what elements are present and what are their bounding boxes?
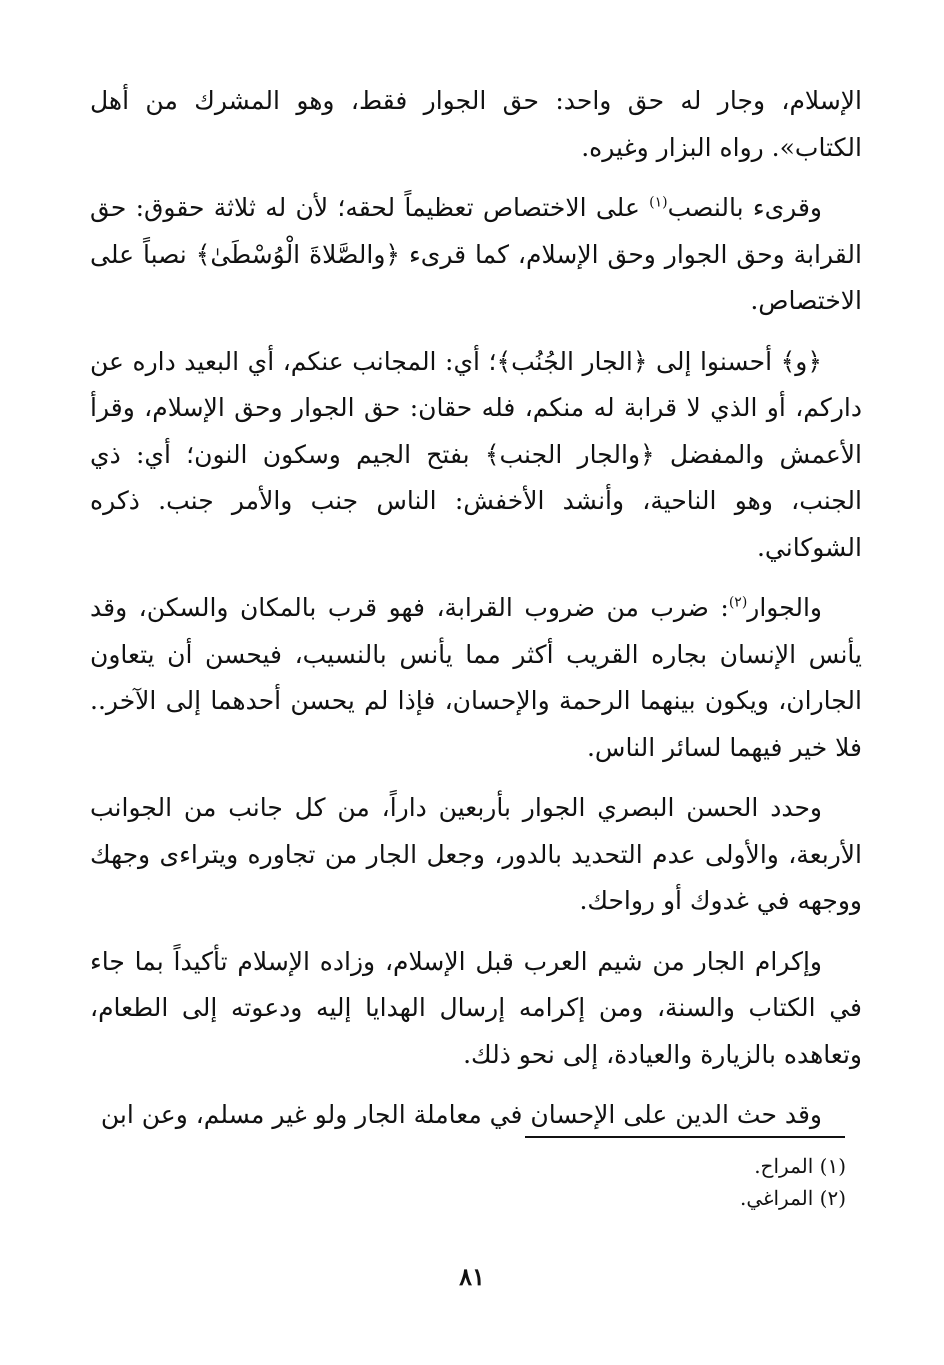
paragraph-text: على الاختصاص تعظيماً لحقه؛ لأن له ثلاثة حقوق: حق القرابة وحق الجوار وحق الإسلام، كما قرىء ﴿والصَّلاةَ الْوُسْطَىٰ﴾ نصباً على الاختصاص. — [90, 193, 862, 315]
paragraph-4 — [90, 585, 862, 771]
paragraph-7 — [90, 1092, 862, 1139]
paragraph-text: : ضرب من ضروب القرابة، فهو قرب بالمكان والسكن، وقد يأنس الإنسان بجاره القريب أكثر مما يأنس بالنسيب، فيحسن أن يتعاون الجاران، ويكون بينهما الرحمة والإحسان، فإذا لم يحسن أحدهما إلى الآخر.. فلا خير فيهما لسائر الناس. — [90, 593, 862, 762]
footnotes — [500, 1150, 846, 1214]
paragraph-text: وإكرام الجار من شيم العرب قبل الإسلام، وزاده الإسلام تأكيداً بما جاء في الكتاب والسنة، ومن إكرامه إرسال الهدايا إليه ودعوته إلى الطعام، وتعاهده بالزيارة والعيادة، إلى نحو ذلك. — [90, 946, 863, 1069]
paragraph-text: وحدد الحسن البصري الجوار بأربعين داراً، من كل جانب من الجوانب الأربعة، والأولى عدم التحديد بالدور، وجعل الجار من تجاوره ويتراءى وجهك ووجهه في غدوك أو رواحك. — [90, 793, 862, 915]
footnote-2: (٢) المراغي. — [739, 1186, 846, 1210]
paragraph-1 — [90, 78, 862, 171]
paragraph-text: والجوار — [747, 593, 822, 622]
footnote-ref-1: (١) — [649, 194, 668, 211]
paragraph-text: وقرىء بالنصب — [667, 193, 822, 222]
footnote-divider — [525, 1136, 845, 1138]
paragraph-text: الإسلام، وجار له حق واحد: حق الجوار فقط، وهو المشرك من أهل الكتاب». رواه البزار وغيره. — [90, 86, 862, 162]
footnote-1: (١) المراح. — [754, 1154, 846, 1178]
page-number: ٨١ — [459, 1262, 485, 1291]
footnote-ref-2: (٢) — [728, 594, 748, 611]
paragraph-3 — [90, 339, 862, 572]
paragraph-2 — [90, 185, 862, 325]
main-text — [90, 78, 862, 1153]
paragraph-text: وقد حث الدين على الإحسان في معاملة الجار ولو غير مسلم، وعن ابن — [100, 1100, 822, 1129]
paragraph-5 — [90, 785, 862, 925]
paragraph-6 — [90, 939, 862, 1079]
paragraph-text: ﴿و﴾ أحسنوا إلى ﴿الجار الجُنُب﴾؛ أي: المجانب عنكم، أي البعيد داره عن داركم، أو الذي لا قرابة له منكم، فله حقان: حق الجوار وحق الإسلام، وقرأ الأعمش والمفضل ﴿والجار الجنب﴾ بفتح الجيم وسكون النون؛ أي: ذي الجنب، وهو الناحية، وأنشد الأخفش: الناس جنب والأمر جنب. ذكره الشوكاني. — [90, 346, 862, 562]
